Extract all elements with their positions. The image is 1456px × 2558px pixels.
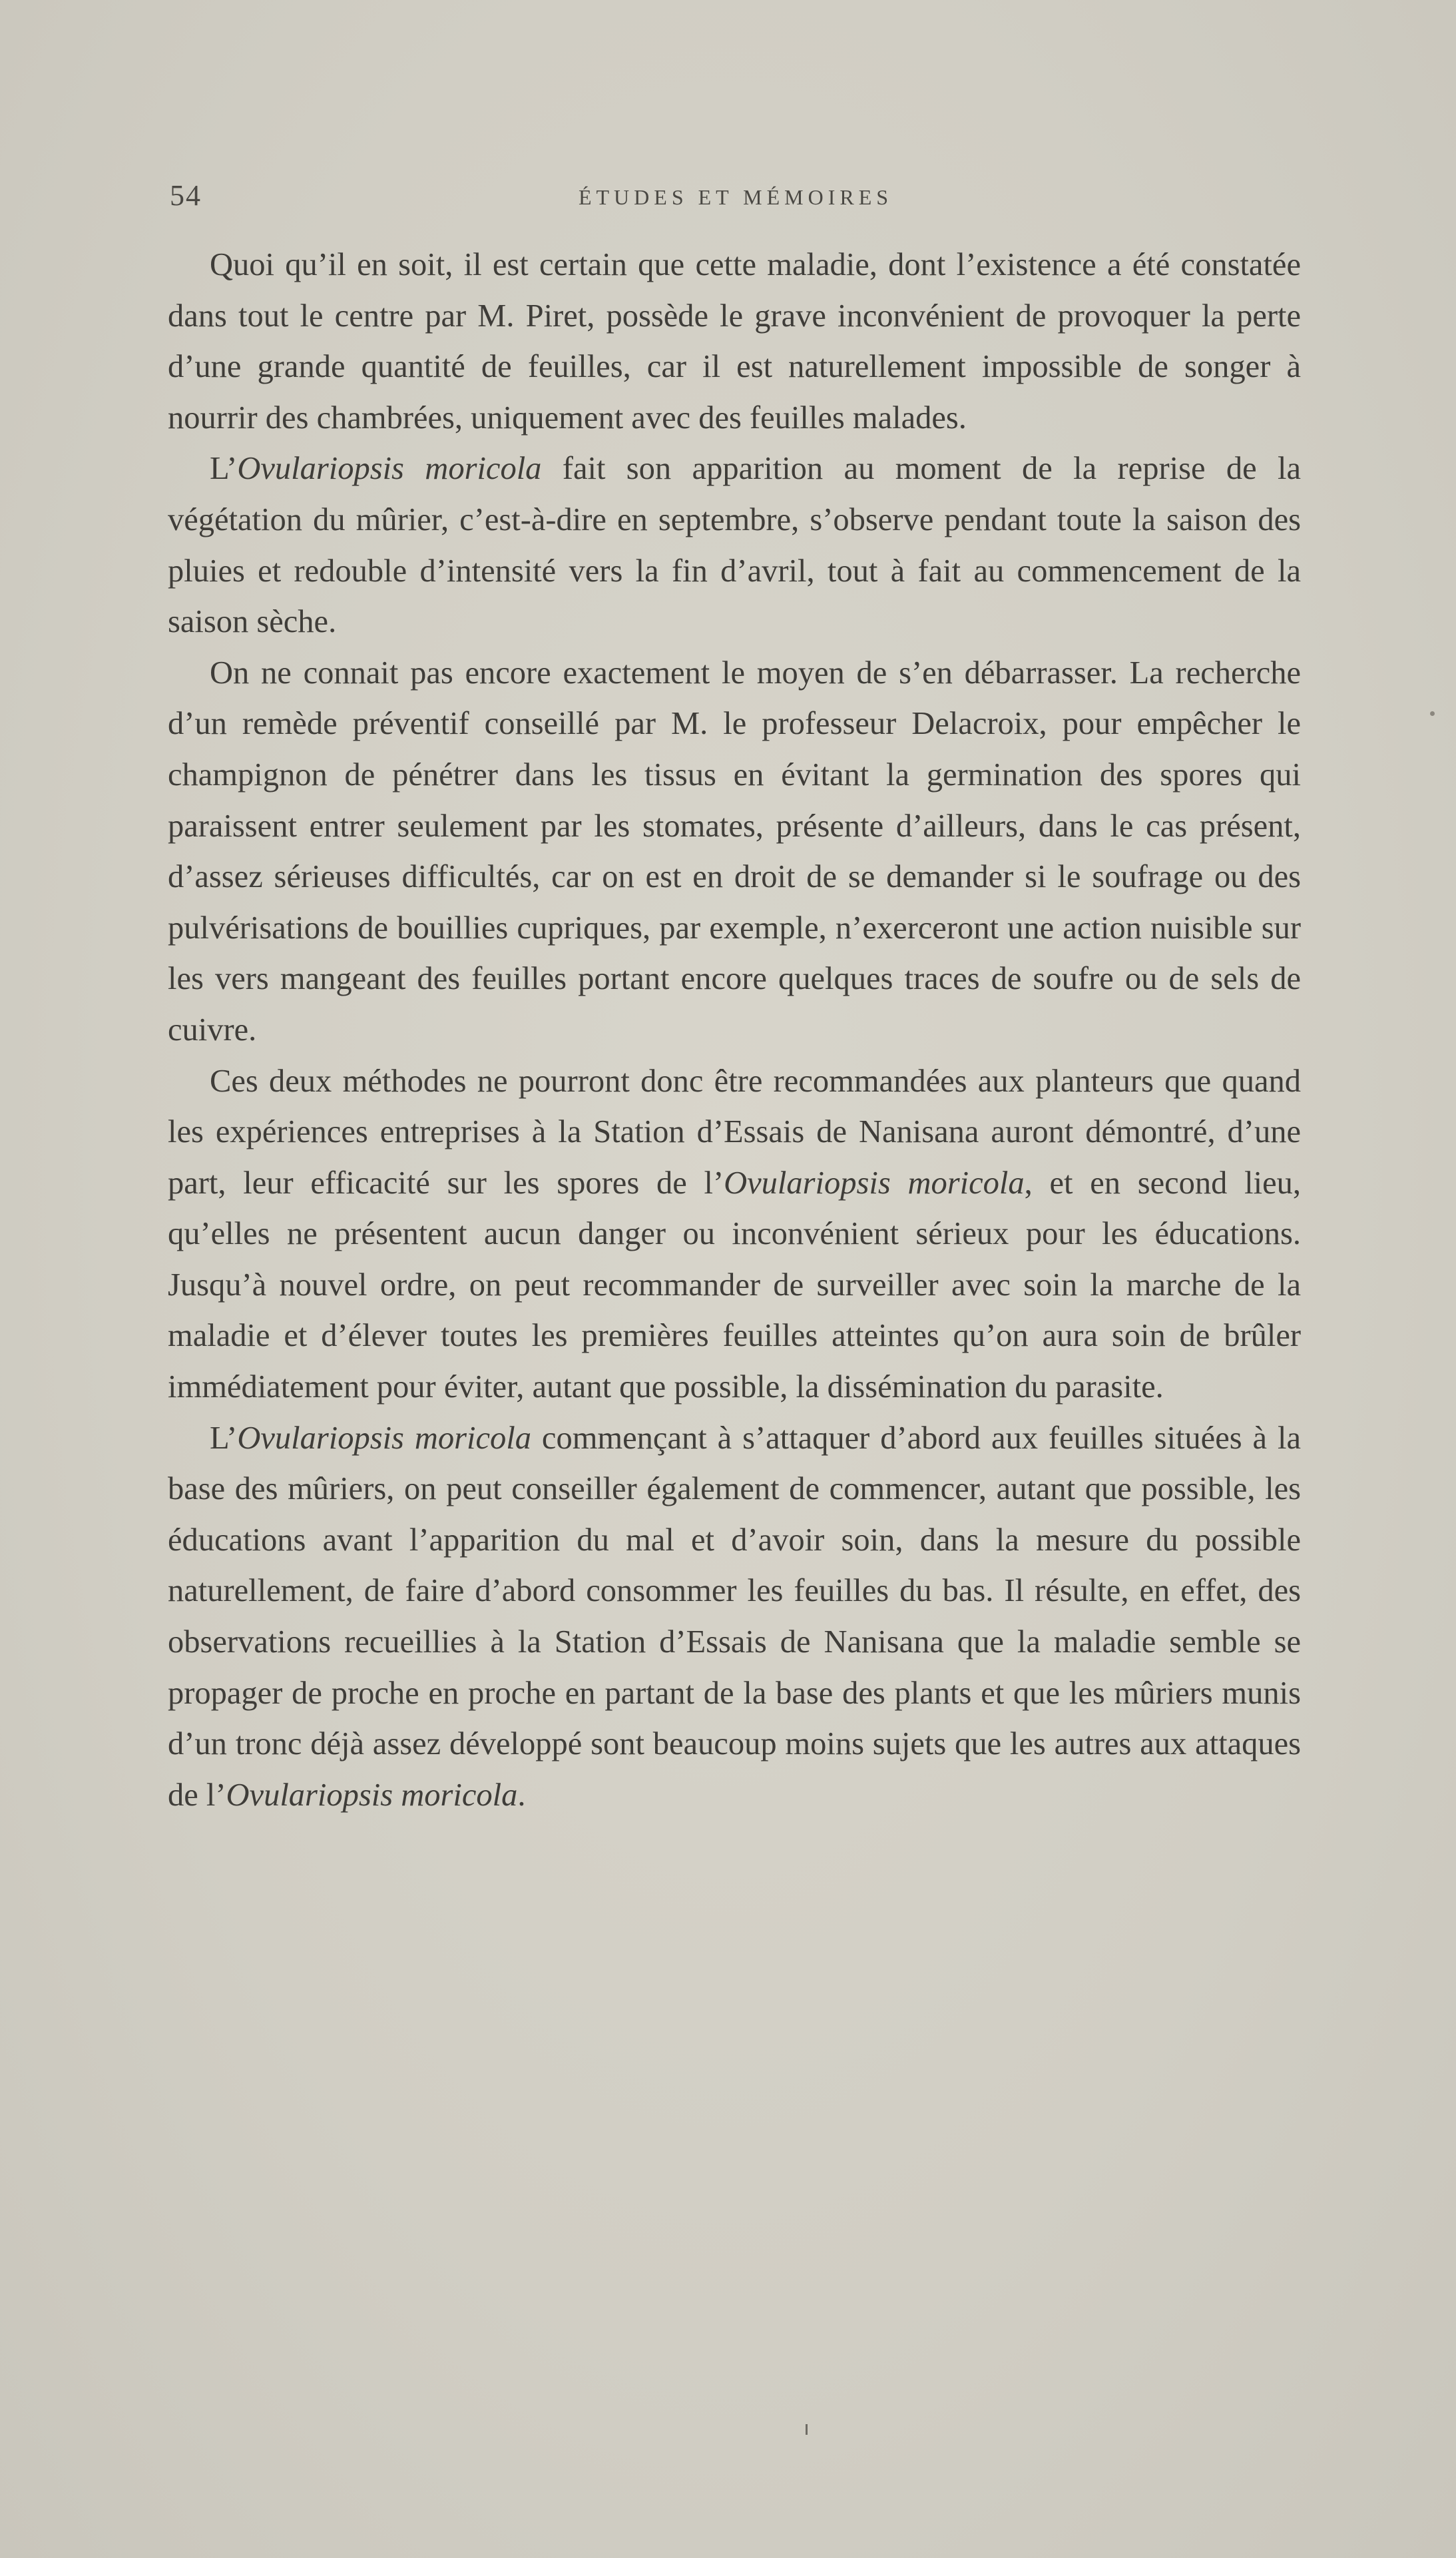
species-name: Ovulariopsis moricola [237,451,542,487]
paragraph-text: Ces deux méthodes ne pourront donc être recommandées aux planteurs que quand les expériences entreprises à la Station d’Essais de Nanisana auront démontré, d’une part, leur efficacité sur les spores de l’ [168,1063,1301,1201]
paragraph-text: L’ [210,451,238,487]
running-head: ÉTUDES ET MÉMOIRES [578,185,893,209]
body-text [168,240,1301,1821]
species-name: Ovulariopsis moricola [724,1165,1025,1201]
paragraph-1 [168,240,1301,444]
paragraph-3 [168,648,1301,1056]
species-name: Ovulariopsis moricola [237,1420,531,1456]
paragraph-text: fait son apparition au moment de la reprise de la végétation du mûrier, c’est-à-dire en septembre, s’observe pendant toute la saison des pluies et redouble d’intensité vers la fin d’avril, tout à fait au commencement de la saison sèche. [168,451,1301,640]
paragraph-text: On ne connait pas encore exactement le moyen de s’en débarrasser. La recherche d’un remède préventif conseillé par M. le professeur Delacroix, pour empêcher le champignon de pénétrer dans les tissus en évitant la germination des spores qui paraissent entrer seulement par les stomates, présente d’ailleurs, dans le cas présent, d’assez sérieuses difficultés, car on est en droit de se demander si le soufrage ou des pulvérisations de bouillies cupriques, par exemple, n’exerceront une action nuisible sur les vers mangeant des feuilles portant encore quelques traces de soufre ou de sels de cuivre. [168,655,1301,1048]
paragraph-2 [168,444,1301,647]
paper-speck [1430,711,1435,716]
paragraph-5 [168,1413,1301,1821]
paragraph-text: L’ [210,1420,238,1456]
paragraph-text: , et en second lieu, qu’elles ne présentent aucun danger ou inconvénient sérieux pour les éducations. Jusqu’à nouvel ordre, on peut recommander de surveiller avec soin la marche de la maladie et d’élever toutes les premières feuilles atteintes qu’on aura soin de brûler immédiatement pour éviter, autant que possible, la dissémination du parasite. [168,1165,1301,1405]
paragraph-4 [168,1056,1301,1413]
paragraph-text: Quoi qu’il en soit, il est certain que cette maladie, dont l’existence a été constatée dans tout le centre par M. Piret, possède le grave inconvénient de provoquer la perte d’une grande quantité de feuilles, car il est naturellement impossible de songer à nourrir des chambrées, uniquement avec des feuilles malades. [168,247,1301,436]
species-name: Ovulariopsis moricola [226,1777,518,1813]
page-header [170,178,1302,218]
paper-mark [806,2424,808,2435]
paragraph-text: . [517,1777,526,1813]
page-number: 54 [170,179,202,212]
paragraph-text: commençant à s’attaquer d’abord aux feuilles situées à la base des mûriers, on peut conseiller également de commencer, autant que possible, les éducations avant l’apparition du mal et d’avoir soin, dans la mesure du possible naturellement, de faire d’abord consommer les feuilles du bas. Il résulte, en effet, des observations recueillies à la Station d’Essais de Nanisana que la maladie semble se propager de proche en proche en partant de la base des plants et que les mûriers munis d’un tronc déjà assez développé sont beaucoup moins sujets que les autres aux attaques de l’ [168,1420,1301,1813]
